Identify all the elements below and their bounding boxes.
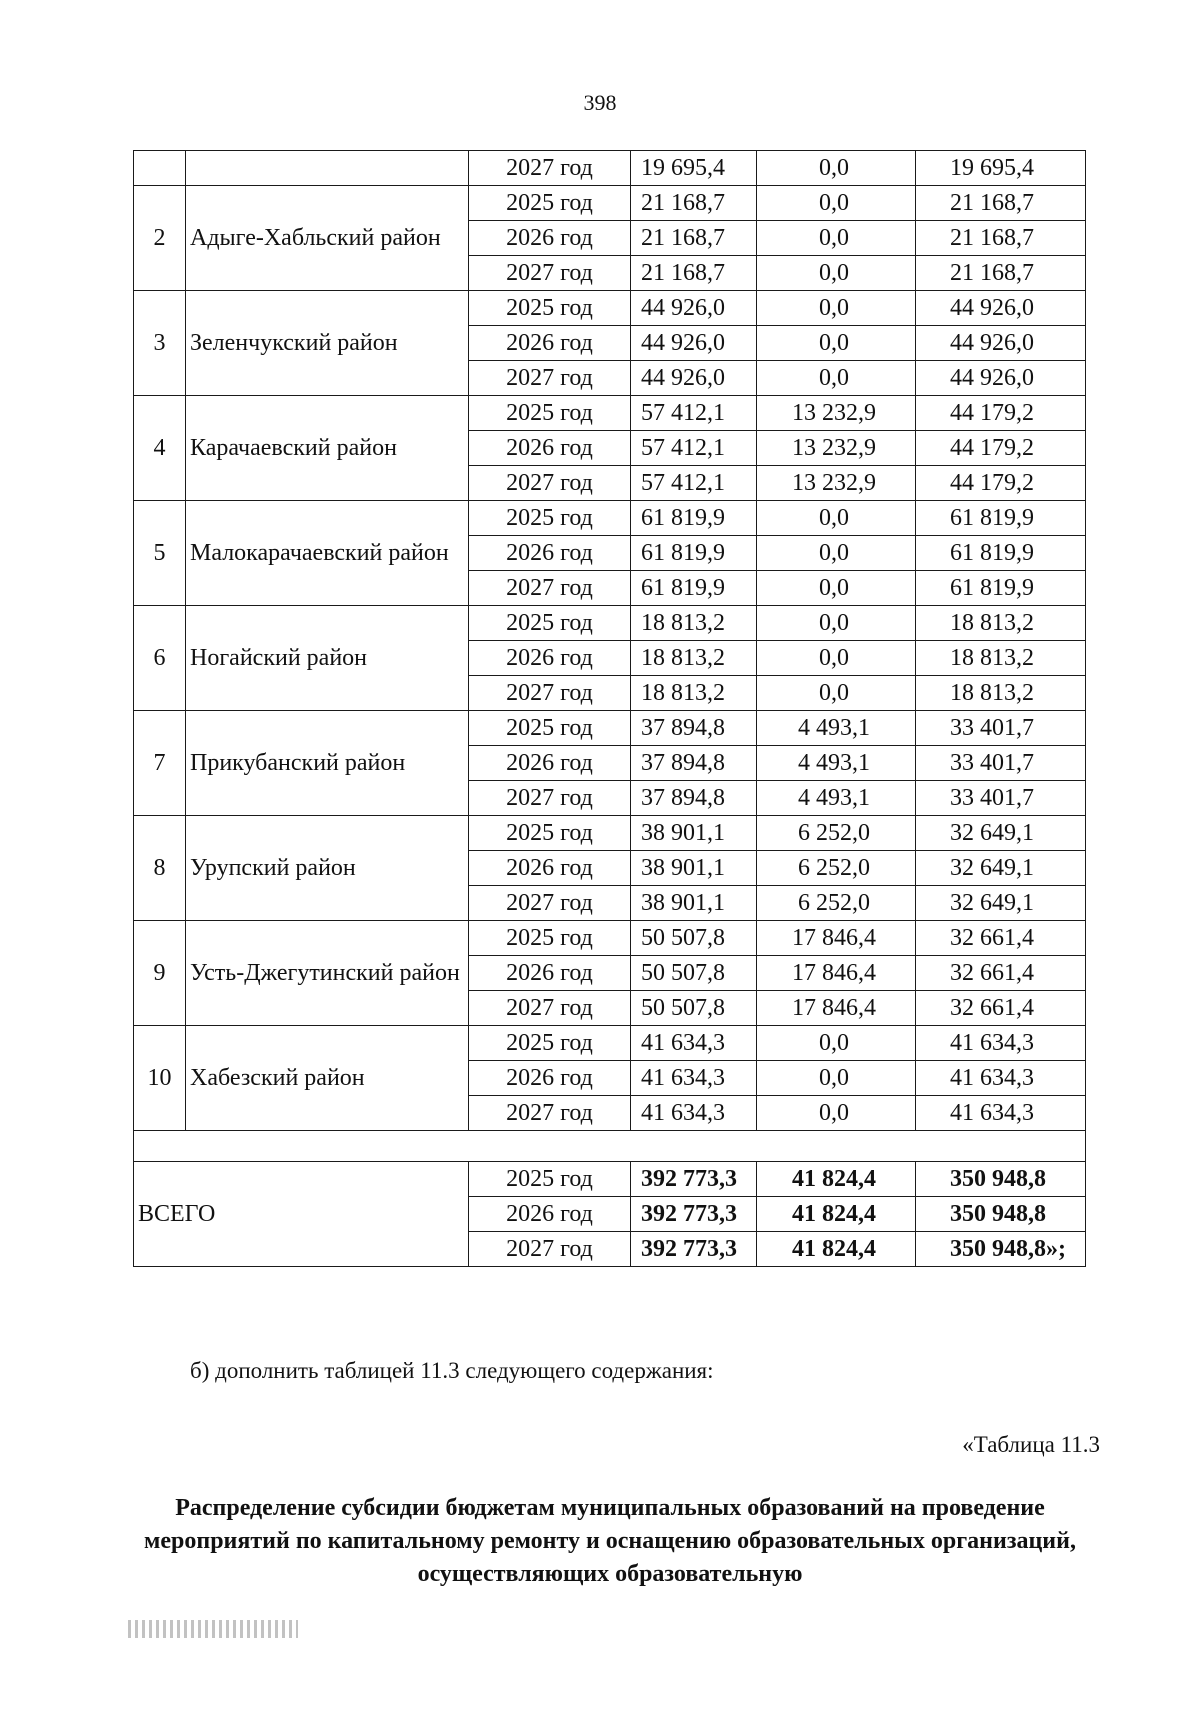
federal-amount-cell: 6 252,0 <box>757 886 916 921</box>
regional-amount-cell: 41 634,3 <box>916 1026 1086 1061</box>
total-amount-cell: 44 926,0 <box>631 361 757 396</box>
federal-amount-cell: 4 493,1 <box>757 781 916 816</box>
year-cell: 2027 год <box>469 1232 631 1267</box>
federal-amount-cell: 0,0 <box>757 361 916 396</box>
table-row <box>134 291 1086 326</box>
regional-amount-cell: 61 819,9 <box>916 501 1086 536</box>
total-amount-cell: 37 894,8 <box>631 781 757 816</box>
year-cell: 2027 год <box>469 151 631 186</box>
total-amount-cell: 21 168,7 <box>631 221 757 256</box>
row-number-cell: 4 <box>134 396 186 501</box>
row-number-cell: 9 <box>134 921 186 1026</box>
district-name-cell: Усть-Джегутинский район <box>186 921 469 1026</box>
year-cell: 2026 год <box>469 431 631 466</box>
federal-amount-cell: 0,0 <box>757 571 916 606</box>
year-cell: 2025 год <box>469 606 631 641</box>
regional-amount-cell: 61 819,9 <box>916 536 1086 571</box>
regional-amount-cell: 350 948,8»; <box>916 1232 1086 1267</box>
year-cell: 2026 год <box>469 536 631 571</box>
federal-amount-cell: 0,0 <box>757 1026 916 1061</box>
regional-amount-cell: 61 819,9 <box>916 571 1086 606</box>
year-cell: 2025 год <box>469 711 631 746</box>
total-amount-cell: 57 412,1 <box>631 431 757 466</box>
year-cell: 2027 год <box>469 991 631 1026</box>
total-amount-cell: 21 168,7 <box>631 186 757 221</box>
year-cell: 2026 год <box>469 1197 631 1232</box>
row-number-cell <box>134 151 186 186</box>
table-row <box>134 501 1086 536</box>
regional-amount-cell: 44 179,2 <box>916 396 1086 431</box>
district-name-cell: Адыге-Хабльский район <box>186 186 469 291</box>
empty-row <box>134 1131 1086 1162</box>
federal-amount-cell: 41 824,4 <box>757 1162 916 1197</box>
federal-amount-cell: 4 493,1 <box>757 746 916 781</box>
regional-amount-cell: 350 948,8 <box>916 1197 1086 1232</box>
regional-amount-cell: 44 179,2 <box>916 466 1086 501</box>
table-heading: Распределение субсидии бюджетам муниципальных образований на проведение мероприятий по капитальному ремонту и оснащению образовательных организаций, осуществляющих образовательную <box>144 1495 1076 1588</box>
regional-amount-cell: 44 926,0 <box>916 291 1086 326</box>
table-row <box>134 151 1086 186</box>
district-name-cell: Карачаевский район <box>186 396 469 501</box>
total-amount-cell: 57 412,1 <box>631 466 757 501</box>
total-amount-cell: 44 926,0 <box>631 326 757 361</box>
table-caption: «Таблица 11.3 <box>962 1432 1100 1457</box>
total-amount-cell: 392 773,3 <box>631 1162 757 1197</box>
federal-amount-cell: 6 252,0 <box>757 851 916 886</box>
page-number: 398 <box>583 90 617 115</box>
year-cell: 2025 год <box>469 921 631 956</box>
regional-amount-cell: 44 926,0 <box>916 361 1086 396</box>
total-amount-cell: 392 773,3 <box>631 1232 757 1267</box>
year-cell: 2025 год <box>469 501 631 536</box>
federal-amount-cell: 0,0 <box>757 256 916 291</box>
federal-amount-cell: 0,0 <box>757 641 916 676</box>
total-amount-cell: 18 813,2 <box>631 641 757 676</box>
regional-amount-cell: 32 649,1 <box>916 816 1086 851</box>
federal-amount-cell: 0,0 <box>757 536 916 571</box>
year-cell: 2026 год <box>469 746 631 781</box>
federal-amount-cell: 0,0 <box>757 291 916 326</box>
row-number-cell: 10 <box>134 1026 186 1131</box>
total-amount-cell: 19 695,4 <box>631 151 757 186</box>
regional-amount-cell: 44 926,0 <box>916 326 1086 361</box>
year-cell: 2025 год <box>469 396 631 431</box>
regional-amount-cell: 41 634,3 <box>916 1061 1086 1096</box>
regional-amount-cell: 33 401,7 <box>916 711 1086 746</box>
empty-cell <box>134 1131 1086 1162</box>
district-name-cell: Зеленчукский район <box>186 291 469 396</box>
federal-amount-cell: 0,0 <box>757 606 916 641</box>
total-amount-cell: 57 412,1 <box>631 396 757 431</box>
subsidy-distribution-table <box>133 150 1086 1267</box>
year-cell: 2027 год <box>469 466 631 501</box>
total-amount-cell: 44 926,0 <box>631 291 757 326</box>
year-cell: 2026 год <box>469 956 631 991</box>
regional-amount-cell: 350 948,8 <box>916 1162 1086 1197</box>
total-amount-cell: 41 634,3 <box>631 1026 757 1061</box>
total-amount-cell: 392 773,3 <box>631 1197 757 1232</box>
year-cell: 2027 год <box>469 781 631 816</box>
federal-amount-cell: 0,0 <box>757 1096 916 1131</box>
total-amount-cell: 37 894,8 <box>631 711 757 746</box>
regional-amount-cell: 21 168,7 <box>916 221 1086 256</box>
year-cell: 2025 год <box>469 816 631 851</box>
regional-amount-cell: 33 401,7 <box>916 781 1086 816</box>
year-cell: 2026 год <box>469 326 631 361</box>
district-name-cell <box>186 151 469 186</box>
year-cell: 2027 год <box>469 256 631 291</box>
federal-amount-cell: 6 252,0 <box>757 816 916 851</box>
year-cell: 2027 год <box>469 361 631 396</box>
district-name-cell: Ногайский район <box>186 606 469 711</box>
regional-amount-cell: 18 813,2 <box>916 641 1086 676</box>
federal-amount-cell: 0,0 <box>757 326 916 361</box>
row-number-cell: 8 <box>134 816 186 921</box>
regional-amount-cell: 32 649,1 <box>916 851 1086 886</box>
year-cell: 2027 год <box>469 676 631 711</box>
district-name-cell: Урупский район <box>186 816 469 921</box>
row-number-cell: 7 <box>134 711 186 816</box>
year-cell: 2026 год <box>469 1061 631 1096</box>
total-amount-cell: 38 901,1 <box>631 816 757 851</box>
federal-amount-cell: 17 846,4 <box>757 956 916 991</box>
federal-amount-cell: 0,0 <box>757 221 916 256</box>
year-cell: 2027 год <box>469 1096 631 1131</box>
year-cell: 2025 год <box>469 1162 631 1197</box>
regional-amount-cell: 19 695,4 <box>916 151 1086 186</box>
table-row <box>134 186 1086 221</box>
table-row <box>134 606 1086 641</box>
total-amount-cell: 50 507,8 <box>631 991 757 1026</box>
regional-amount-cell: 18 813,2 <box>916 676 1086 711</box>
federal-amount-cell: 0,0 <box>757 151 916 186</box>
total-amount-cell: 41 634,3 <box>631 1096 757 1131</box>
total-amount-cell: 18 813,2 <box>631 606 757 641</box>
total-amount-cell: 41 634,3 <box>631 1061 757 1096</box>
row-number-cell: 6 <box>134 606 186 711</box>
federal-amount-cell: 13 232,9 <box>757 466 916 501</box>
year-cell: 2025 год <box>469 1026 631 1061</box>
federal-amount-cell: 0,0 <box>757 676 916 711</box>
total-amount-cell: 37 894,8 <box>631 746 757 781</box>
regional-amount-cell: 44 179,2 <box>916 431 1086 466</box>
federal-amount-cell: 17 846,4 <box>757 991 916 1026</box>
total-amount-cell: 61 819,9 <box>631 571 757 606</box>
total-label-cell: ВСЕГО <box>134 1162 469 1267</box>
federal-amount-cell: 4 493,1 <box>757 711 916 746</box>
total-amount-cell: 61 819,9 <box>631 536 757 571</box>
total-amount-cell: 38 901,1 <box>631 886 757 921</box>
federal-amount-cell: 41 824,4 <box>757 1232 916 1267</box>
table-row <box>134 921 1086 956</box>
regional-amount-cell: 32 661,4 <box>916 921 1086 956</box>
table-row <box>134 1026 1086 1061</box>
federal-amount-cell: 0,0 <box>757 1061 916 1096</box>
regional-amount-cell: 21 168,7 <box>916 256 1086 291</box>
regional-amount-cell: 41 634,3 <box>916 1096 1086 1131</box>
district-name-cell: Прикубанский район <box>186 711 469 816</box>
year-cell: 2025 год <box>469 186 631 221</box>
table-row <box>134 711 1086 746</box>
table-row <box>134 816 1086 851</box>
total-amount-cell: 61 819,9 <box>631 501 757 536</box>
federal-amount-cell: 13 232,9 <box>757 431 916 466</box>
row-number-cell: 2 <box>134 186 186 291</box>
total-amount-cell: 50 507,8 <box>631 921 757 956</box>
year-cell: 2026 год <box>469 641 631 676</box>
federal-amount-cell: 13 232,9 <box>757 396 916 431</box>
table-row <box>134 396 1086 431</box>
regional-amount-cell: 32 661,4 <box>916 956 1086 991</box>
total-amount-cell: 50 507,8 <box>631 956 757 991</box>
total-row <box>134 1162 1086 1197</box>
regional-amount-cell: 21 168,7 <box>916 186 1086 221</box>
regional-amount-cell: 32 661,4 <box>916 991 1086 1026</box>
total-amount-cell: 38 901,1 <box>631 851 757 886</box>
federal-amount-cell: 41 824,4 <box>757 1197 916 1232</box>
total-amount-cell: 18 813,2 <box>631 676 757 711</box>
row-number-cell: 3 <box>134 291 186 396</box>
year-cell: 2027 год <box>469 571 631 606</box>
federal-amount-cell: 0,0 <box>757 501 916 536</box>
year-cell: 2027 год <box>469 886 631 921</box>
regional-amount-cell: 33 401,7 <box>916 746 1086 781</box>
federal-amount-cell: 0,0 <box>757 186 916 221</box>
year-cell: 2026 год <box>469 851 631 886</box>
year-cell: 2025 год <box>469 291 631 326</box>
scan-artifact <box>128 1620 298 1638</box>
district-name-cell: Хабезский район <box>186 1026 469 1131</box>
year-cell: 2026 год <box>469 221 631 256</box>
row-number-cell: 5 <box>134 501 186 606</box>
district-name-cell: Малокарачаевский район <box>186 501 469 606</box>
regional-amount-cell: 18 813,2 <box>916 606 1086 641</box>
amendment-instruction: б) дополнить таблицей 11.3 следующего содержания: <box>190 1358 714 1383</box>
total-amount-cell: 21 168,7 <box>631 256 757 291</box>
regional-amount-cell: 32 649,1 <box>916 886 1086 921</box>
federal-amount-cell: 17 846,4 <box>757 921 916 956</box>
